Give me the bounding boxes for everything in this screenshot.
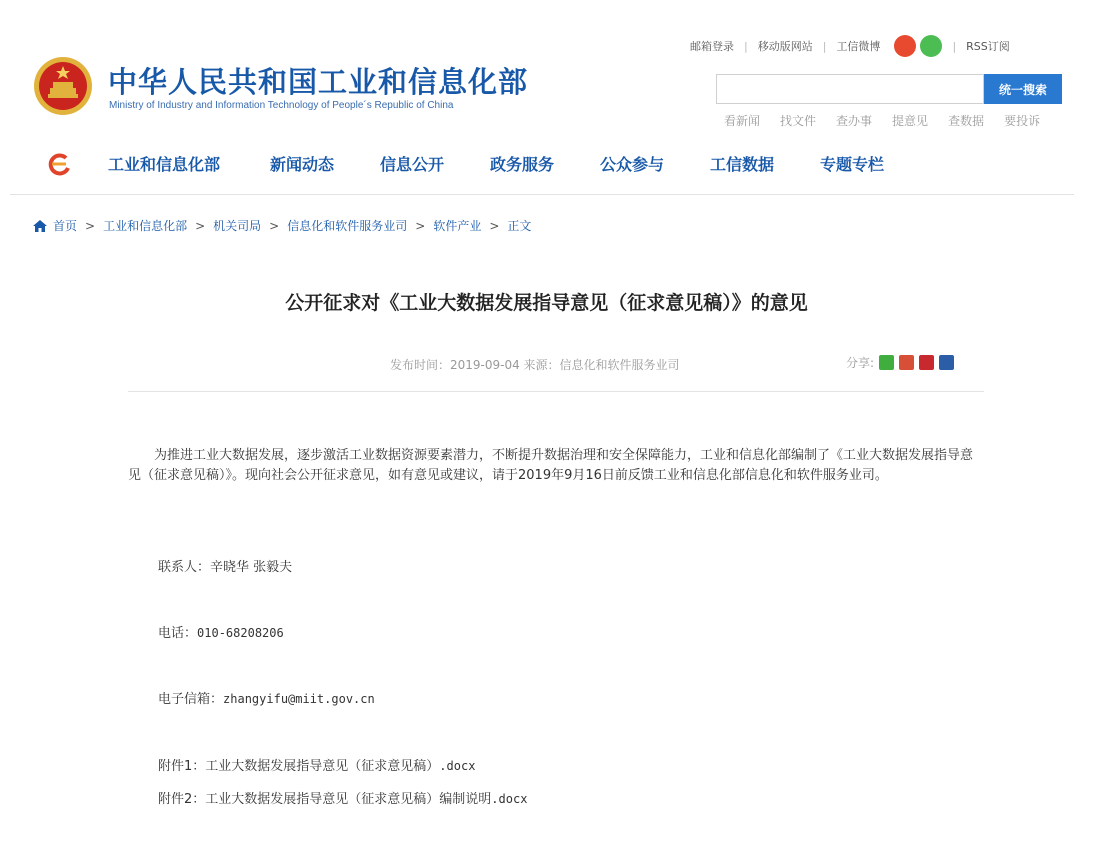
email-label: 电子信箱： <box>158 692 224 707</box>
miit-weibo-link[interactable]: 工信微博 <box>836 40 881 53</box>
contact-label: 联系人： <box>158 560 211 575</box>
attachment-1-ext[interactable]: .docx <box>439 759 476 773</box>
attachment-2-name[interactable]: 工业大数据发展指导意见（征求意见稿）编制说明 <box>205 792 492 807</box>
quick-link-data[interactable]: 查数据 <box>948 114 985 128</box>
top-links <box>690 36 1010 56</box>
breadcrumb-separator: > <box>415 218 426 233</box>
attachment-1-label: 附件1： <box>158 759 206 774</box>
share-bar <box>846 354 954 371</box>
attachment-1-name[interactable]: 工业大数据发展指导意见（征求意见稿） <box>205 759 440 774</box>
share-renren-icon[interactable] <box>919 355 934 370</box>
miit-logo-icon[interactable] <box>46 152 72 176</box>
site-header <box>0 0 1093 130</box>
breadcrumb-separator: > <box>195 218 206 233</box>
quick-link-services[interactable]: 查办事 <box>836 114 873 128</box>
attachment-2[interactable] <box>158 788 527 807</box>
nav-item-topics[interactable]: 专题专栏 <box>820 155 885 174</box>
mail-login-link[interactable]: 邮箱登录 <box>690 40 734 53</box>
divider: | <box>822 39 827 53</box>
breadcrumb-separator: > <box>489 218 500 233</box>
nav-item-participation[interactable]: 公众参与 <box>600 155 665 174</box>
breadcrumb-ministry[interactable]: 工业和信息化部 <box>103 219 188 233</box>
email-line <box>158 688 375 707</box>
attachment-2-label: 附件2： <box>158 792 206 807</box>
nav-item-news[interactable]: 新闻动态 <box>270 155 335 174</box>
divider: | <box>744 39 748 53</box>
breadcrumb-software[interactable]: 软件产业 <box>433 219 482 233</box>
article-body: 为推进工业大数据发展，逐步激活工业数据资源要素潜力，不断提升数据治理和安全保障能力，工业和信息化部编制了《工业大数据发展指导意见（征求意见稿）》。现向社会公开征求意见，如有意见或建议，请于2019年9月16日前反馈工业和信息化部信息化和软件服务业司。 <box>128 448 974 483</box>
nav-item-services[interactable]: 政务服务 <box>490 155 555 174</box>
quick-link-feedback[interactable]: 提意见 <box>892 114 929 128</box>
site-name-english: Ministry of Industry and Information Technology of People´s Republic of China <box>109 100 454 111</box>
meta-divider <box>128 391 984 392</box>
nav-item-disclosure[interactable]: 信息公开 <box>380 155 445 174</box>
breadcrumb-home[interactable]: 首页 <box>53 219 78 233</box>
breadcrumb <box>33 217 531 234</box>
rss-link[interactable]: RSS订阅 <box>966 40 1010 53</box>
share-qq-icon[interactable] <box>939 355 954 370</box>
weibo-icon[interactable] <box>894 35 916 57</box>
quick-links <box>724 112 1040 129</box>
breadcrumb-departments[interactable]: 机关司局 <box>213 219 262 233</box>
search-input[interactable] <box>716 74 984 104</box>
wechat-icon[interactable] <box>920 35 942 57</box>
breadcrumb-separator: > <box>269 218 280 233</box>
quick-link-news[interactable]: 看新闻 <box>724 114 761 128</box>
contact-line <box>158 556 292 575</box>
nav-divider <box>10 194 1074 195</box>
divider: | <box>952 39 957 53</box>
site-name[interactable]: 中华人民共和国工业和信息化部 <box>108 65 529 99</box>
home-icon <box>33 220 47 232</box>
quick-link-files[interactable]: 找文件 <box>780 114 817 128</box>
national-emblem-icon[interactable] <box>33 56 93 116</box>
breadcrumb-separator: > <box>85 218 96 233</box>
nav-item-data[interactable]: 工信数据 <box>710 155 775 174</box>
share-weibo-icon[interactable] <box>899 355 914 370</box>
main-nav <box>0 140 1093 188</box>
email-value[interactable]: zhangyifu@miit.gov.cn <box>223 692 375 706</box>
search-button[interactable]: 统一搜索 <box>984 74 1062 104</box>
breadcrumb-current: 正文 <box>507 219 532 233</box>
mobile-site-link[interactable]: 移动版网站 <box>757 40 813 53</box>
contact-value: 辛晓华 张毅夫 <box>210 560 293 575</box>
phone-line <box>158 622 284 641</box>
article-meta: 发布时间：2019-09-04 来源：信息化和软件服务业司 <box>390 358 680 372</box>
quick-link-complaint[interactable]: 要投诉 <box>1004 114 1041 128</box>
phone-value: 010-68208206 <box>197 626 284 640</box>
attachment-2-ext[interactable]: .docx <box>491 792 528 806</box>
nav-item-ministry[interactable]: 工业和信息化部 <box>108 155 221 174</box>
attachment-1[interactable] <box>158 755 475 774</box>
article-title: 公开征求对《工业大数据发展指导意见（征求意见稿）》的意见 <box>285 292 808 314</box>
breadcrumb-department[interactable]: 信息化和软件服务业司 <box>287 219 408 233</box>
phone-label: 电话： <box>158 626 198 641</box>
share-wechat-icon[interactable] <box>879 355 894 370</box>
share-label: 分享: <box>846 356 875 370</box>
